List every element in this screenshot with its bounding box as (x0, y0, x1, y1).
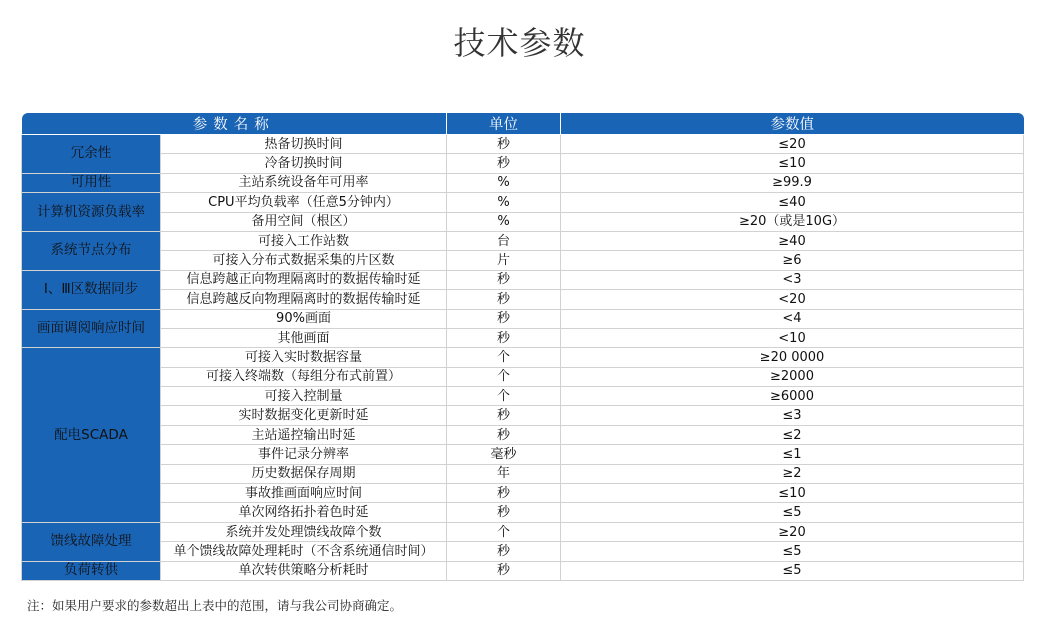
param-value-cell: ≤1 (561, 445, 1024, 464)
unit-cell: 秒 (447, 135, 561, 154)
table-row (22, 425, 1024, 444)
param-value-cell: ≥99.9 (561, 173, 1024, 192)
param-value-cell: ≥20 (561, 522, 1024, 541)
unit-cell: % (447, 193, 561, 212)
unit-cell: 秒 (447, 290, 561, 309)
param-value-cell: <10 (561, 328, 1024, 347)
param-name-cell: 主站遥控输出时延 (161, 425, 447, 444)
param-value-cell: ≤40 (561, 193, 1024, 212)
unit-cell: 秒 (447, 503, 561, 522)
table-row (22, 445, 1024, 464)
category-cell: 馈线故障处理 (22, 522, 161, 561)
category-cell: 画面调阅响应时间 (22, 309, 161, 348)
category-cell: 可用性 (22, 173, 161, 192)
table-row (22, 290, 1024, 309)
unit-cell: 个 (447, 348, 561, 367)
param-value-cell: ≤5 (561, 542, 1024, 561)
param-name-cell: 单个馈线故障处理耗时（不含系统通信时间） (161, 542, 447, 561)
param-name-cell: 其他画面 (161, 328, 447, 347)
table-row (22, 367, 1024, 386)
param-name-cell: 主站系统设备年可用率 (161, 173, 447, 192)
table-row (22, 542, 1024, 561)
table-row (22, 154, 1024, 173)
param-value-cell: ≤2 (561, 425, 1024, 444)
unit-cell: 个 (447, 522, 561, 541)
table-row (22, 464, 1024, 483)
parameters-table (21, 113, 1024, 581)
table-row (22, 309, 1024, 328)
param-name-cell: 系统并发处理馈线故障个数 (161, 522, 447, 541)
unit-cell: 秒 (447, 542, 561, 561)
table-row (22, 173, 1024, 192)
param-name-cell: 单次转供策略分析耗时 (161, 561, 447, 580)
param-name-cell: CPU平均负载率（任意5分钟内） (161, 193, 447, 212)
param-value-cell: ≤10 (561, 484, 1024, 503)
param-name-cell: 可接入控制量 (161, 387, 447, 406)
param-name-cell: 可接入终端数（每组分布式前置） (161, 367, 447, 386)
unit-cell: 个 (447, 367, 561, 386)
param-name-cell: 备用空间（根区） (161, 212, 447, 231)
unit-cell: % (447, 212, 561, 231)
unit-cell: 秒 (447, 270, 561, 289)
page-title: 技术参数 (453, 24, 586, 62)
unit-cell: 秒 (447, 328, 561, 347)
param-name-cell: 冷备切换时间 (161, 154, 447, 173)
param-name-cell: 实时数据变化更新时延 (161, 406, 447, 425)
param-value-cell: ≤5 (561, 503, 1024, 522)
table-row (22, 348, 1024, 367)
param-name-cell: 历史数据保存周期 (161, 464, 447, 483)
param-name-cell: 单次网络拓扑着色时延 (161, 503, 447, 522)
category-cell: 负荷转供 (22, 561, 161, 580)
table-header-row (22, 113, 1024, 135)
param-value-cell: ≥6000 (561, 387, 1024, 406)
category-cell: 冗余性 (22, 135, 161, 174)
param-value-cell: ≤10 (561, 154, 1024, 173)
param-value-cell: <3 (561, 270, 1024, 289)
unit-cell: 年 (447, 464, 561, 483)
param-value-cell: ≥40 (561, 231, 1024, 250)
unit-cell: 秒 (447, 561, 561, 580)
unit-cell: % (447, 173, 561, 192)
table-row (22, 193, 1024, 212)
table-row (22, 503, 1024, 522)
param-value-cell: ≥2 (561, 464, 1024, 483)
param-value-cell: ≤20 (561, 135, 1024, 154)
unit-cell: 秒 (447, 154, 561, 173)
param-name-cell: 信息跨越反向物理隔离时的数据传输时延 (161, 290, 447, 309)
param-name-cell: 信息跨越正向物理隔离时的数据传输时延 (161, 270, 447, 289)
param-value-cell: ≥20（或是10G） (561, 212, 1024, 231)
param-name-cell: 可接入工作站数 (161, 231, 447, 250)
table-row (22, 251, 1024, 270)
table-row (22, 212, 1024, 231)
table-row (22, 270, 1024, 289)
param-value-cell: ≤3 (561, 406, 1024, 425)
table-row (22, 231, 1024, 250)
param-name-cell: 事件记录分辨率 (161, 445, 447, 464)
unit-cell: 毫秒 (447, 445, 561, 464)
category-cell: 系统节点分布 (22, 231, 161, 270)
table-row (22, 406, 1024, 425)
param-value-cell: ≥6 (561, 251, 1024, 270)
table-row (22, 484, 1024, 503)
table-row (22, 328, 1024, 347)
unit-cell: 个 (447, 387, 561, 406)
footnote: 注：如果用户要求的参数超出上表中的范围，请与我公司协商确定。 (27, 598, 403, 613)
unit-cell: 秒 (447, 425, 561, 444)
param-value-cell: ≥20 0000 (561, 348, 1024, 367)
param-value-cell: ≤5 (561, 561, 1024, 580)
param-name-cell: 可接入分布式数据采集的片区数 (161, 251, 447, 270)
param-value-cell: <20 (561, 290, 1024, 309)
header-unit: 单位 (447, 113, 561, 135)
table-row (22, 387, 1024, 406)
category-cell: 配电SCADA (22, 348, 161, 523)
unit-cell: 秒 (447, 406, 561, 425)
table-row (22, 561, 1024, 580)
unit-cell: 秒 (447, 309, 561, 328)
param-name-cell: 热备切换时间 (161, 135, 447, 154)
param-name-cell: 可接入实时数据容量 (161, 348, 447, 367)
header-param-name: 参数名称 (22, 113, 447, 135)
unit-cell: 片 (447, 251, 561, 270)
table-row (22, 135, 1024, 154)
category-cell: 计算机资源负载率 (22, 193, 161, 232)
table-row (22, 522, 1024, 541)
param-value-cell: <4 (561, 309, 1024, 328)
category-cell: Ⅰ、Ⅲ区数据同步 (22, 270, 161, 309)
param-name-cell: 事故推画面响应时间 (161, 484, 447, 503)
param-value-cell: ≥2000 (561, 367, 1024, 386)
header-value: 参数值 (561, 113, 1024, 135)
table-body (22, 135, 1024, 581)
unit-cell: 秒 (447, 484, 561, 503)
param-name-cell: 90%画面 (161, 309, 447, 328)
unit-cell: 台 (447, 231, 561, 250)
